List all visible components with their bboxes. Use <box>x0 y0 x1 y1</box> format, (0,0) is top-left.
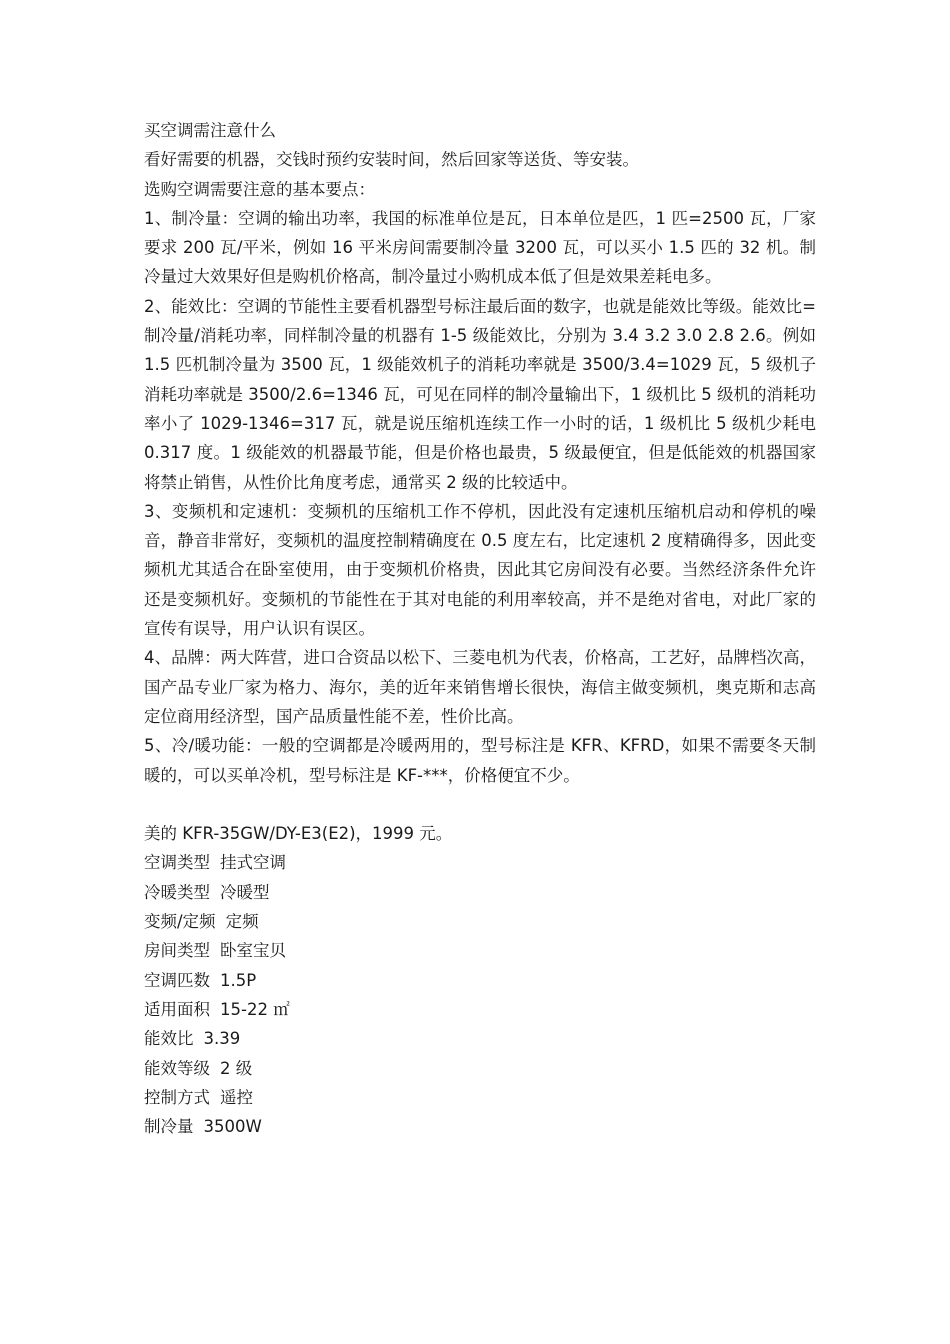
spec-key: 能效等级 <box>144 1058 210 1078</box>
points-heading: 选购空调需要注意的基本要点： <box>144 179 375 199</box>
spec-value: 遥控 <box>220 1087 253 1107</box>
spec-key: 空调匹数 <box>144 970 210 990</box>
spec-value: 卧室宝贝 <box>220 941 286 961</box>
spec-value: 1.5P <box>220 970 257 990</box>
spec-key: 能效比 <box>144 1029 194 1049</box>
point-cool-heat: 5、冷/暖功能：一般的空调都是冷暖两用的，型号标注是 KFR、KFRD，如果不需要冬天制暖的，可以买单冷机，型号标注是 KF-***，价格便宜不少。 <box>144 736 816 785</box>
spec-row <box>144 995 816 1024</box>
spec-row <box>144 878 816 907</box>
spec-value: 挂式空调 <box>220 853 286 873</box>
spec-key: 变频/定频 <box>144 912 216 932</box>
spec-key: 控制方式 <box>144 1087 210 1107</box>
spec-value: 2 级 <box>220 1058 253 1078</box>
spec-key: 房间类型 <box>144 941 210 961</box>
spec-row <box>144 966 816 995</box>
spec-row <box>144 1054 816 1083</box>
spec-row <box>144 936 816 965</box>
spec-value: 3.39 <box>203 1029 241 1049</box>
spec-row <box>144 1083 816 1112</box>
spec-key: 冷暖类型 <box>144 882 210 902</box>
spec-row <box>144 1024 816 1053</box>
document-title: 买空调需注意什么 <box>144 121 276 140</box>
spec-value: 定频 <box>225 912 259 932</box>
spec-list <box>144 848 816 1141</box>
spec-row <box>144 848 816 877</box>
spec-value: 冷暖型 <box>220 882 270 902</box>
spec-value: 15-22 ㎡ <box>220 999 290 1019</box>
spec-key: 适用面积 <box>144 999 210 1019</box>
spec-row <box>144 907 816 936</box>
document-body <box>144 116 816 1141</box>
spec-row <box>144 1112 816 1141</box>
intro-line: 看好需要的机器，交钱时预约安装时间，然后回家等送货、等安装。 <box>144 150 639 170</box>
point-inverter-vs-fixed: 3、变频机和定速机：变频机的压缩机工作不停机，因此没有定速机压缩机启动和停机的噪音，静音非常好，变频机的温度控制精确度在 0.5 度左右，比定速机 2 度精确得多，因此变频机尤其适合在卧室使用，由于变频机价格贵，因此其它房间没有必要。当然经济条件允许还是变频机好。变频机的节能性在于其对电能的利用率较高，并不是绝对省电，对此厂家的宣传有误导，用户认识有误区。 <box>144 501 816 639</box>
spec-key: 空调类型 <box>144 853 210 873</box>
point-energy-efficiency: 2、能效比：空调的节能性主要看机器型号标注最后面的数字，也就是能效比等级。能效比=制冷量/消耗功率，同样制冷量的机器有 1-5 级能效比，分别为 3.4 3.2 3.0 2.8 2.6。例如 1.5 匹机制冷量为 3500 瓦，1 级能效机子的消耗功率就是 3500/3.4=1029 瓦，5 级机子消耗功率就是 3500/2.6=1346 瓦，可见在同样的制冷量输出下，1 级机比 5 级机的消耗功率小了 1029-1346=317 瓦，就是说压缩机连续工作一小时的话，1 级机比 5 级机少耗电 0.317 度。1 级能效的机器最节能，但是价格也最贵，5 级最便宜，但是低能效的机器国家将禁止销售，从性价比角度考虑，通常买 2 级的比较适中。 <box>144 296 816 492</box>
spec-key: 制冷量 <box>144 1117 194 1137</box>
blank-line <box>144 790 816 819</box>
point-cooling-capacity: 1、制冷量：空调的输出功率，我国的标准单位是瓦，日本单位是匹，1 匹=2500 瓦，厂家要求 200 瓦/平米，例如 16 平米房间需要制冷量 3200 瓦，可以买小 1.5 匹的 32 机。制冷量过大效果好但是购机价格高，制冷量过小购机成本低了但是效果差耗电多。 <box>144 208 816 287</box>
spec-value: 3500W <box>203 1117 262 1137</box>
product-line: 美的 KFR-35GW/DY-E3(E2)，1999 元。 <box>144 824 453 844</box>
point-brand: 4、品牌：两大阵营，进口合资品以松下、三菱电机为代表，价格高，工艺好，品牌档次高，国产品专业厂家为格力、海尔，美的近年来销售增长很快，海信主做变频机，奥克斯和志高定位商用经济型，国产品质量性能不差，性价比高。 <box>144 648 816 726</box>
